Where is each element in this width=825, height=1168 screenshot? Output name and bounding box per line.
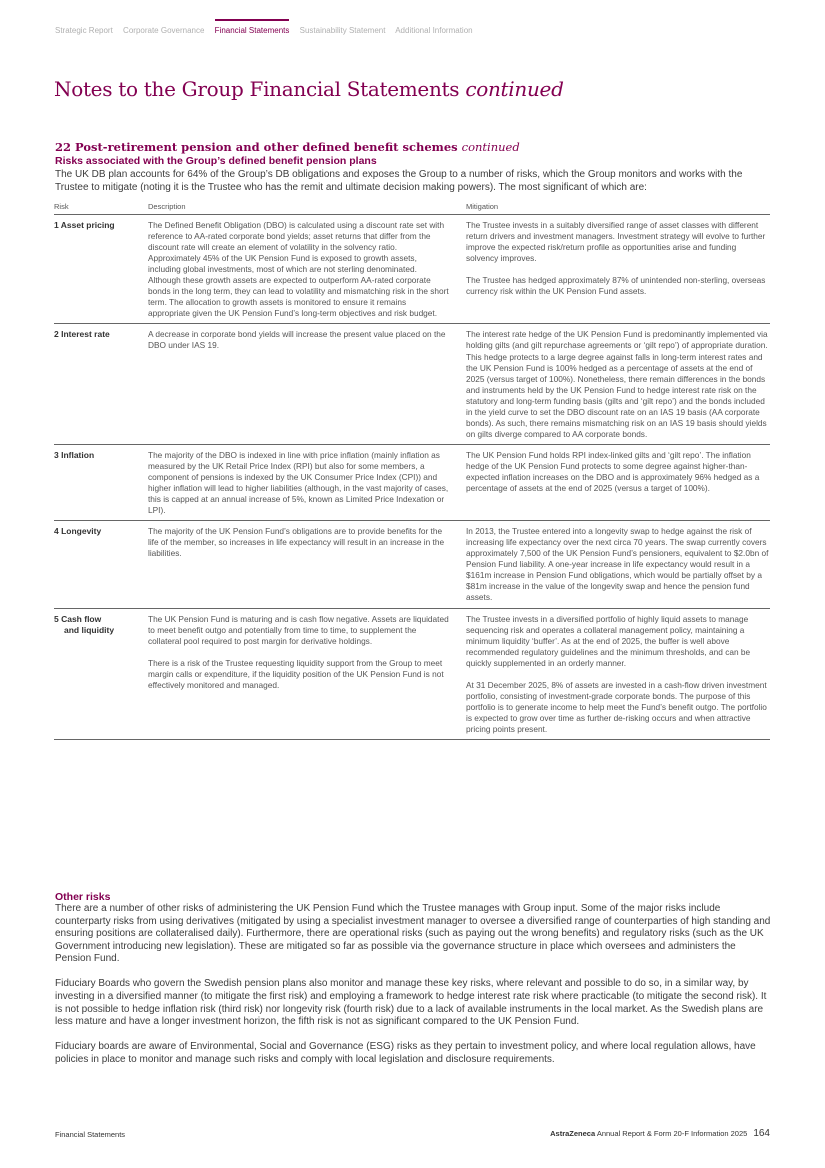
- risk-description: The Defined Benefit Obligation (DBO) is calculated using a discount rate set with reference to AA-rated corporate bond yields; asset returns that differ from the discount rate will create an element of volatility in the solvency ratio. Approximately 45% of the UK Pension Fund is exposed to growth assets, including global investments, most of which are not sterling denominated. Although these growth assets are expected to outperform AA-rated corporate bonds in the long term, they can lead to volatility and mismatching risk in the short term. The allocation to growth assets is monitored to ensure it remains appropriate given the UK Pension Fund’s long-term objectives and risk budget.: [148, 215, 466, 324]
- table-row: [54, 444, 770, 520]
- footer-section-label: Financial Statements: [55, 1130, 126, 1139]
- risk-name: 4 Longevity: [54, 521, 148, 608]
- risk-mitigation: The interest rate hedge of the UK Pension Fund is predominantly implemented via holding gilts (and gilt repurchase agreements or ‘gilt repo’) of appropriate duration. This hedge protects to a large degree against falls in long-term interest rates and the UK Pension Fund is 100% hedged as a percentage of assets at the end of 2025 (versus target of 100%). Nonetheless, there remain differences in the bonds and instruments held by the UK Pension Fund to hedge interest rate risk on the statutory and long-term funding basis (gilts and ‘gilt repo’) and the bonds included in the yield curve to set the DBO discount rate on an IAS 19 basis (AA corporate bonds). As such, there remains mismatching risk on an IAS 19 basis should yields on gilts diverge compared to AA corporate bonds.: [466, 324, 770, 444]
- section-title-suffix: continued: [461, 140, 520, 154]
- section-title: [55, 140, 520, 154]
- page-title-suffix: continued: [465, 77, 564, 101]
- risk-mitigation: In 2013, the Trustee entered into a longevity swap to hedge against the risk of increasing life expectancy over the next circa 70 years. The swap currently covers approximately 7,500 of the UK Pension Fund’s pensioners, equivalent to $2.0bn of Pension Fund liability. A one-year increase in life expectancy would result in a $161m increase in Pension Fund obligations, which would be partially offset by a $81m increase in the value of the longevity swap and hence the pension fund assets.: [466, 521, 770, 608]
- table-row: [54, 215, 770, 324]
- risk-name: 5 Cash flow and liquidity: [54, 608, 148, 739]
- nav-strategic-report[interactable]: Strategic Report: [55, 26, 113, 35]
- nav-corporate-governance[interactable]: Corporate Governance: [123, 26, 205, 35]
- risk-description: The majority of the UK Pension Fund’s obligations are to provide benefits for the life of the member, so increases in life expectancy will result in an increase in the liabilities.: [148, 521, 466, 608]
- risk-description: A decrease in corporate bond yields will increase the present value placed on the DBO under IAS 19.: [148, 324, 466, 444]
- risk-name: 1 Asset pricing: [54, 215, 148, 324]
- section-title-text: 22 Post-retirement pension and other defined benefit schemes: [55, 140, 458, 154]
- other-risks-paragraph: There are a number of other risks of administering the UK Pension Fund which the Trustee manages with Group input. Some of the major risks include counterparty risks from using derivatives (mitigated by using a specialist investment manager to oversee a diversified range of counterparties of high standing and ensuring positions are collateralised daily). Furthermore, there are operational risks (such as paying out the wrong benefits) and regulatory risks (such as the UK Government introducing new legislation). These are mitigated so far as possible via the governance structure in place which oversees and administers the Pension Fund.: [55, 903, 771, 965]
- other-risks-heading: Other risks: [55, 891, 111, 903]
- table-row: [54, 608, 770, 739]
- footer-brand: AstraZeneca: [550, 1129, 596, 1138]
- page-number: 164: [753, 1128, 770, 1139]
- risk-name: 3 Inflation: [54, 444, 148, 520]
- risk-name: 2 Interest rate: [54, 324, 148, 444]
- other-risks-paragraph: Fiduciary boards are aware of Environmental, Social and Governance (ESG) risks as they pertain to investment policy, and where local regulation allows, have policies in place to monitor and manage such risks and comply with local legislation and disclosure requirements.: [55, 1041, 756, 1065]
- footer-report-title: Annual Report & Form 20-F Information 2025: [596, 1129, 748, 1138]
- header-description: Description: [148, 200, 466, 215]
- other-risks-section: [55, 891, 773, 1079]
- risk-mitigation: The Trustee invests in a diversified portfolio of highly liquid assets to manage sequencing risk and operates a collateral management policy, maintaining a minimum liquidity ‘buffer’. As at the end of 2025, the buffer is well above recommended regulatory guidelines and the minimum thresholds, and can be quickly supplemented in an orderly manner. At 31 December 2025, 8% of assets are invested in a cash-flow driven investment portfolio, consisting of investment-grade corporate bonds. The purpose of this portfolio is to generate income to help meet the Fund’s benefit outgo. The portfolio is expected to grow over time as further de-risking occurs and when attractive pricing points present.: [466, 608, 770, 739]
- table-row: [54, 521, 770, 608]
- nav-financial-statements[interactable]: Financial Statements: [214, 26, 290, 35]
- section-intro: The UK DB plan accounts for 64% of the Group’s DB obligations and exposes the Group to a number of risks, which the Group monitors and works with the Trustee to mitigate (noting it is the Trustee who has the remit and ultimate decision making powers). The most significant of which are:: [55, 169, 743, 193]
- section-subtitle: Risks associated with the Group’s defined benefit pension plans: [55, 155, 377, 167]
- risk-table: [54, 200, 770, 740]
- risk-description: The majority of the DBO is indexed in line with price inflation (mainly inflation as measured by the UK Retail Price Index (RPI) but also for some members, a component of pensions is indexed by the UK Consumer Price Index (CPI)) and higher inflation will lead to higher liabilities (although, in the vast majority of cases, this is capped at an annual increase of 5%, known as Limited Price Indexation or LPI).: [148, 444, 466, 520]
- nav-additional-information[interactable]: Additional Information: [395, 26, 473, 35]
- table-row: [54, 324, 770, 444]
- risk-mitigation: The UK Pension Fund holds RPI index-linked gilts and ‘gilt repo’. The inflation hedge of the UK Pension Fund protects to some degree against higher-than-expected inflation increases on the DBO and is approximately 96% hedged as a percentage of assets at the end of 2025 (versus a target of 100%).: [466, 444, 770, 520]
- table-header-row: [54, 200, 770, 215]
- page-title-main: Notes to the Group Financial Statements: [54, 77, 460, 101]
- nav-sustainability-statement[interactable]: Sustainability Statement: [299, 26, 386, 35]
- page-title: [54, 77, 564, 101]
- footer-report-info: [550, 1128, 770, 1139]
- risk-mitigation: The Trustee invests in a suitably diversified range of asset classes with different return drivers and investment managers. Investment strategy will evolve to further improve the expected risk/return profile as opportunities arise and funding solvency improves. The Trustee has hedged approximately 87% of unintended non-sterling, overseas currency risk within the UK Pension Fund assets.: [466, 215, 770, 324]
- header-risk: Risk: [54, 200, 148, 215]
- header-mitigation: Mitigation: [466, 200, 770, 215]
- other-risks-paragraph: Fiduciary Boards who govern the Swedish pension plans also monitor and manage these key risks, where relevant and possible to do so, in a similar way, by investing in a diversified manner (to mitigate the first risk) and employing a framework to hedge interest rate risk where practicable (to mitigate the second risk). It is not possible to hedge inflation risk (third risk) nor longevity risk (fourth risk) due to a lack of available instruments in the local market. As the Swedish plans are less mature and have a longer investment horizon, the fifth risk is not as significant compared to the UK Pension Fund.: [55, 978, 767, 1028]
- risk-description: The UK Pension Fund is maturing and is cash flow negative. Assets are liquidated to meet benefit outgo and potentially from time to time, to supplement the collateral pool required to post margin for derivative holdings. There is a risk of the Trustee requesting liquidity support from the Group to meet margin calls or expenditure, if the liquidity position of the UK Pension Fund is not effectively monitored and managed.: [148, 608, 466, 739]
- section-navigation: [55, 26, 481, 35]
